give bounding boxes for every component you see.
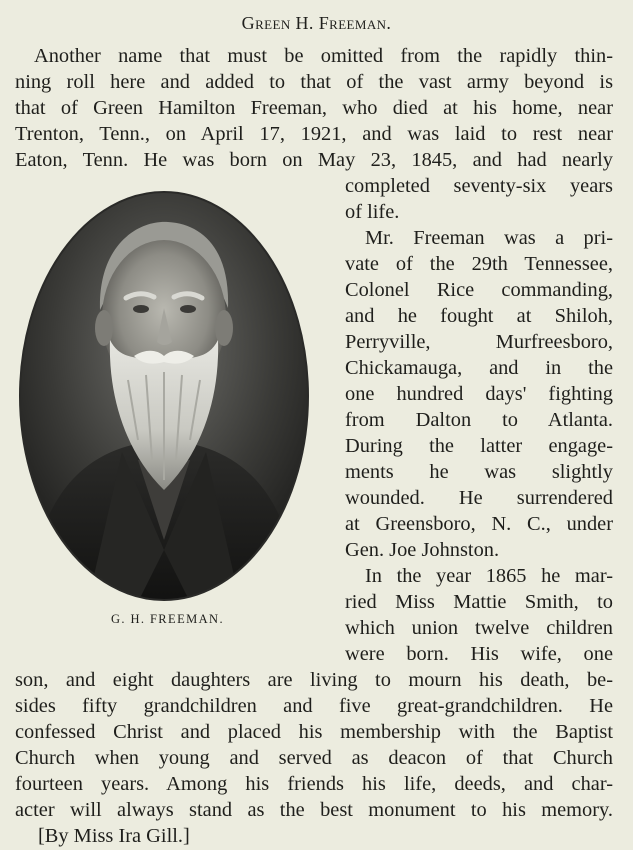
text-line: wounded. He surrendered — [345, 487, 613, 509]
text-line: that of Green Hamilton Freeman, who died at his home, near — [15, 97, 613, 119]
text-line: from Dalton to Atlanta. — [345, 409, 613, 431]
text-line: During the latter engage- — [345, 435, 613, 457]
portrait-photo — [18, 190, 310, 602]
text-line: were born. His wife, one — [345, 643, 613, 665]
text-line: and he fought at Shiloh, — [345, 305, 613, 327]
text-line: ried Miss Mattie Smith, to — [345, 591, 613, 613]
text-line: acter will always stand as the best monument to his memory. — [15, 799, 613, 821]
portrait-oval — [18, 190, 310, 602]
text-line: Gen. Joe Johnston. — [345, 539, 500, 561]
text-line: ning roll here and added to that of the vast army beyond is — [15, 71, 613, 93]
article-title: Green H. Freeman. — [241, 13, 392, 33]
text-line: fourteen years. Among his friends his life, deeds, and char- — [15, 773, 613, 795]
text-line: of life. — [345, 201, 400, 223]
text-line: at Greensboro, N. C., under — [345, 513, 613, 535]
text-line: vate of the 29th Tennessee, — [345, 253, 613, 275]
text-line: Trenton, Tenn., on April 17, 1921, and was laid to rest near — [15, 123, 613, 145]
text-line: one hundred days' fighting — [345, 383, 613, 405]
text-line: Another name that must be omitted from the rapidly thin- — [34, 45, 613, 67]
portrait-caption: G. H. FREEMAN. — [110, 612, 224, 626]
text-line: which union twelve children — [345, 617, 613, 639]
text-line: son, and eight daughters are living to mourn his death, be- — [15, 669, 613, 691]
text-line: completed seventy-six years — [345, 175, 613, 197]
text-line: confessed Christ and placed his membership with the Baptist — [15, 721, 613, 743]
text-line: sides fifty grandchildren and five great-grandchildren. He — [15, 695, 613, 717]
text-line: In the year 1865 he mar- — [365, 565, 613, 587]
text-line: Mr. Freeman was a pri- — [365, 227, 613, 249]
text-line: Colonel Rice commanding, — [345, 279, 613, 301]
text-line: Eaton, Tenn. He was born on May 23, 1845, and had nearly — [15, 149, 613, 171]
byline: [By Miss Ira Gill.] — [38, 825, 190, 847]
text-line: Chickamauga, and in the — [345, 357, 613, 379]
text-line: Perryville, Murfreesboro, — [345, 331, 613, 353]
text-line: Church when young and served as deacon of that Church — [15, 747, 613, 769]
text-line: ments he was slightly — [345, 461, 613, 483]
